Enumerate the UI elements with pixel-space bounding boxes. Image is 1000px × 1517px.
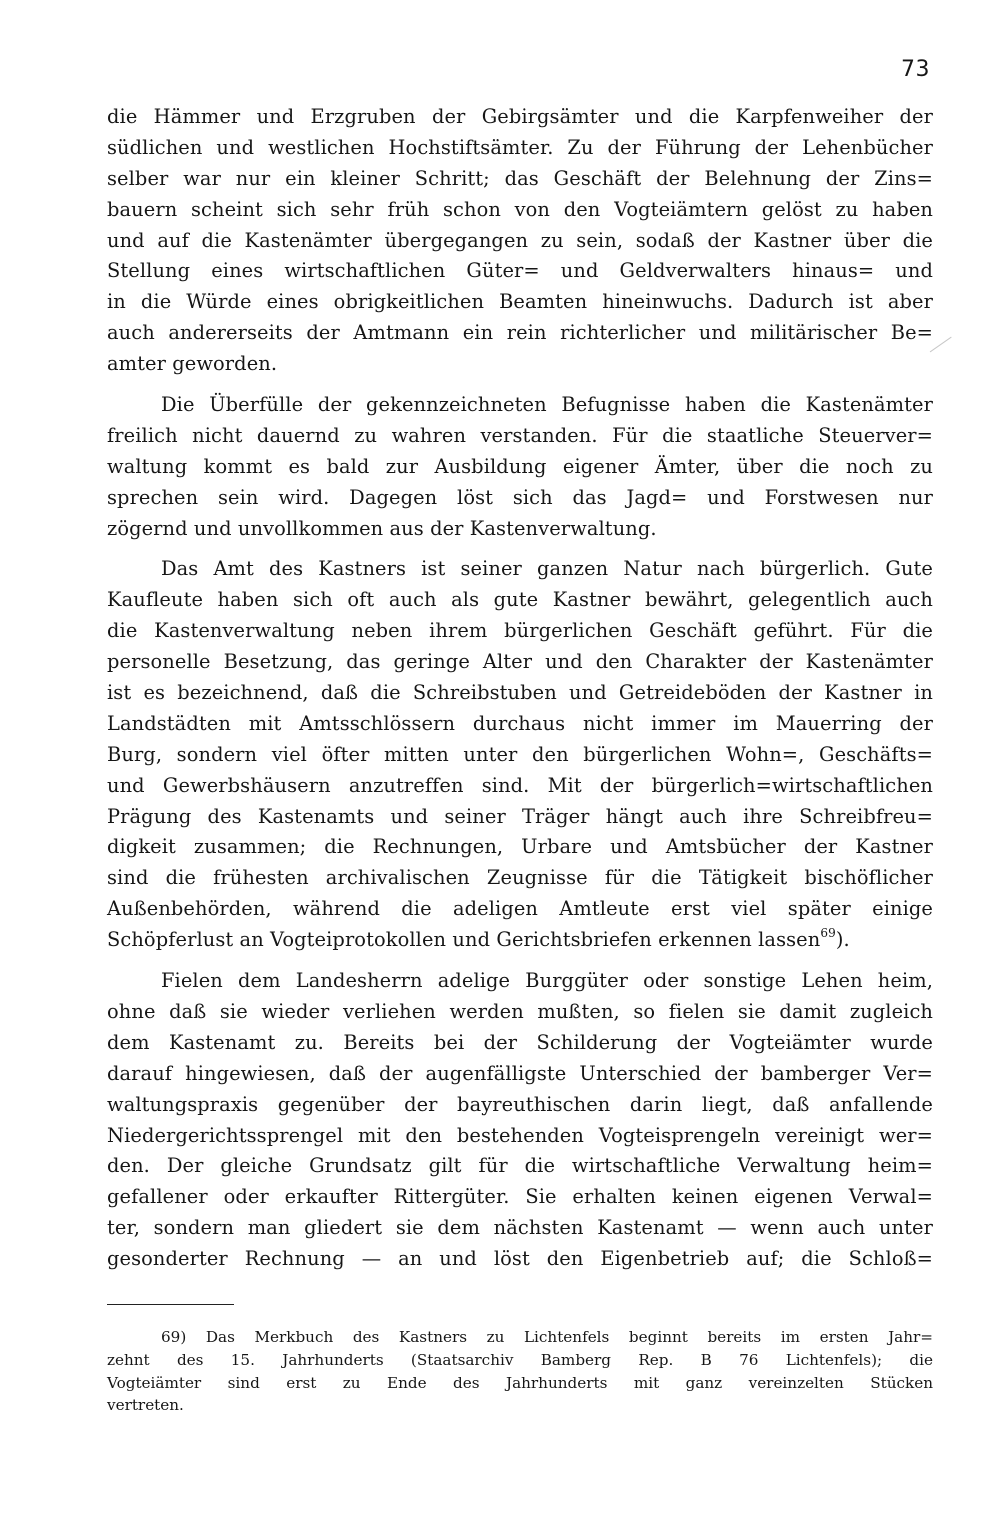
text-line: Prägung des Kastenamts und seiner Träger hängt auch ihre Schreibfreu= bbox=[107, 804, 933, 828]
text-line: die Hämmer und Erzgruben der Gebirgsämter und die Karpfenweiher der bbox=[107, 105, 933, 128]
text-line: waltungspraxis gegenüber der bayreuthischen darin liegt, daß anfallende bbox=[107, 1092, 933, 1116]
paper-speck bbox=[930, 337, 964, 371]
text-line: waltung kommt es bald zur Ausbildung eigener Ämter, über die noch zu bbox=[107, 454, 933, 478]
text-line: Die Überfülle der gekennzeichneten Befugnisse haben die Kastenämter bbox=[161, 393, 933, 417]
text-line: freilich nicht dauernd zu wahren verstanden. Für die staatliche Steuerver= bbox=[107, 423, 933, 447]
text-line: und Gewerbshäusern anzutreffen sind. Mit der bürgerlich=wirtschaftlichen bbox=[107, 773, 933, 797]
text-line-tail: ). bbox=[835, 928, 850, 952]
page-number: 73 bbox=[901, 57, 930, 82]
text-line: ist es bezeichnend, daß die Schreibstuben und Getreideböden der Kastner in bbox=[107, 681, 933, 705]
text-line: gesonderter Rechnung — an und löst den Eigenbetrieb auf; die Schloß= bbox=[107, 1247, 933, 1271]
footnote-line: Vogteiämter sind erst zu Ende des Jahrhunderts mit ganz vereinzelten Stücken bbox=[107, 1373, 933, 1392]
body-text bbox=[107, 102, 933, 1275]
text-line: bauern scheint sich sehr früh schon von den Vogteiämtern gelöst zu haben bbox=[107, 197, 933, 221]
text-line: die Kastenverwaltung neben ihrem bürgerlichen Geschäft geführt. Für die bbox=[107, 619, 933, 643]
text-line: amter geworden. bbox=[107, 352, 278, 376]
paragraph-4 bbox=[107, 966, 933, 1275]
footnote-line: zehnt des 15. Jahrhunderts (Staatsarchiv Bamberg Rep. B 76 Lichtenfels); die bbox=[107, 1350, 933, 1369]
paragraph-2 bbox=[107, 390, 933, 544]
paragraph-1 bbox=[107, 102, 933, 380]
text-line: und auf die Kastenämter übergegangen zu sein, sodaß der Kastner über die bbox=[107, 228, 933, 252]
text-line: Landstädten mit Amtsschlössern durchaus nicht immer im Mauerring der bbox=[107, 711, 933, 735]
text-line: selber war nur ein kleiner Schritt; das Geschäft der Belehnung der Zins= bbox=[107, 166, 933, 190]
text-line: personelle Besetzung, das geringe Alter und den Charakter der Kastenämter bbox=[107, 650, 933, 674]
footnote-line: vertreten. bbox=[107, 1396, 184, 1415]
text-line: ohne daß sie wieder verliehen werden mußten, so fielen sie damit zugleich bbox=[107, 999, 933, 1023]
footnote bbox=[107, 1326, 933, 1417]
text-line: gefallener oder erkaufter Rittergüter. Sie erhalten keinen eigenen Verwal= bbox=[107, 1185, 933, 1209]
text-line: südlichen und westlichen Hochstiftsämter. Zu der Führung der Lehenbücher bbox=[107, 135, 933, 159]
text-line-content: Schöpferlust an Vogteiprotokollen und Gerichtsbriefen erkennen lassen bbox=[107, 928, 821, 952]
text-line: digkeit zusammen; die Rechnungen, Urbare und Amtsbücher der Kastner bbox=[107, 835, 933, 859]
text-line: den. Der gleiche Grundsatz gilt für die wirtschaftliche Verwaltung heim= bbox=[107, 1154, 933, 1178]
footnote-separator bbox=[107, 1304, 234, 1305]
text-line: dem Kastenamt zu. Bereits bei der Schilderung der Vogteiämter wurde bbox=[107, 1030, 933, 1054]
text-line: Kaufleute haben sich oft auch als gute Kastner bewährt, gelegentlich auch bbox=[107, 588, 933, 612]
text-line bbox=[107, 925, 933, 956]
text-line: in die Würde eines obrigkeitlichen Beamten hineinwuchs. Dadurch ist aber bbox=[107, 290, 933, 314]
text-line: darauf hingewiesen, daß der augenfälligste Unterschied der bamberger Ver= bbox=[107, 1061, 933, 1085]
text-line: auch andererseits der Amtmann ein rein richterlicher und militärischer Be= bbox=[107, 321, 933, 345]
text-line: Das Amt des Kastners ist seiner ganzen Natur nach bürgerlich. Gute bbox=[161, 557, 933, 581]
text-line: Fielen dem Landesherrn adelige Burggüter oder sonstige Lehen heim, bbox=[161, 969, 933, 993]
footnote-line: 69) Das Merkbuch des Kastners zu Lichtenfels beginnt bereits im ersten Jahr= bbox=[161, 1328, 933, 1346]
text-line: Burg, sondern viel öfter mitten unter den bürgerlichen Wohn=, Geschäfts= bbox=[107, 742, 933, 766]
text-line: ter, sondern man gliedert sie dem nächsten Kastenamt — wenn auch unter bbox=[107, 1216, 933, 1240]
footnote-reference[interactable]: 69 bbox=[820, 926, 836, 941]
text-line: zögernd und unvollkommen aus der Kastenverwaltung. bbox=[107, 516, 657, 540]
text-line: Niedergerichtssprengel mit den bestehenden Vogteisprengeln vereinigt wer= bbox=[107, 1123, 933, 1147]
text-line: Stellung eines wirtschaftlichen Güter= und Geldverwalters hinaus= und bbox=[107, 259, 933, 283]
text-line: sind die frühesten archivalischen Zeugnisse für die Tätigkeit bischöflicher bbox=[107, 866, 933, 890]
text-line: sprechen sein wird. Dagegen löst sich das Jagd= und Forstwesen nur bbox=[107, 485, 933, 509]
paragraph-3 bbox=[107, 554, 933, 956]
text-line: Außenbehörden, während die adeligen Amtleute erst viel später einige bbox=[107, 897, 933, 921]
